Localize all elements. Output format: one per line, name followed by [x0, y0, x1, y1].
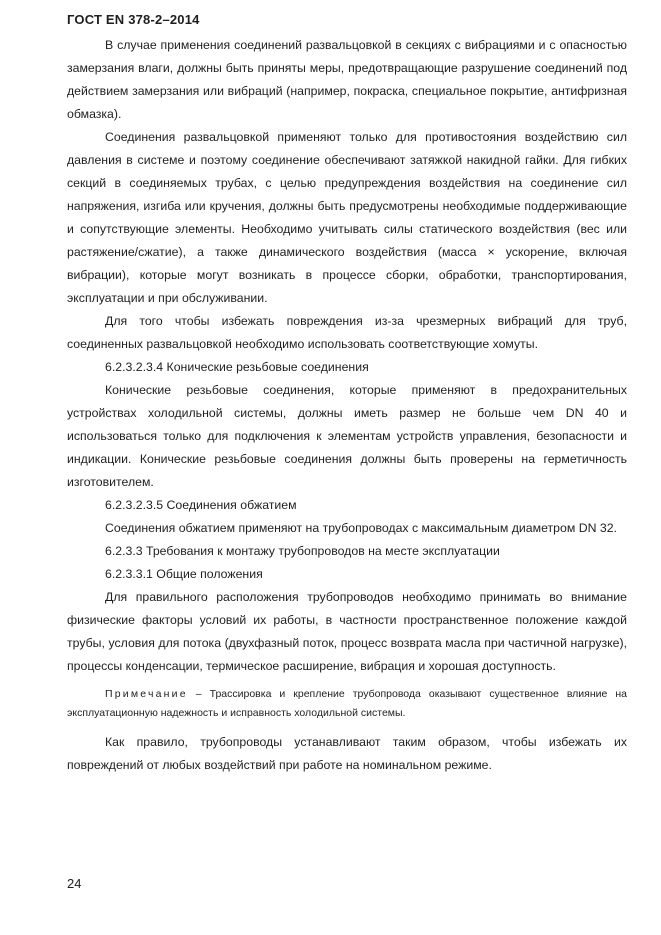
document-body: [67, 34, 627, 777]
note: [67, 685, 627, 723]
note-label: Примечание: [105, 688, 188, 700]
paragraph-flare-clamps: Для того чтобы избежать повреждения из-за чрезмерных вибраций для труб, соединенных развальцовкой необходимо использовать соответствующие хомуты.: [67, 314, 627, 351]
paragraph-pipe-protection: Как правило, трубопроводы устанавливают таким образом, чтобы избежать их повреждений от любых воздействий при работе на номинальном режиме.: [67, 735, 627, 772]
note-text: – Трассировка и крепление трубопровода оказывают существенное влияние на эксплуатационную надежность и исправность холодильной системы.: [67, 688, 627, 719]
paragraph-flare-vibration: В случае применения соединений развальцовкой в секциях с вибрациями и с опасностью замерзания влаги, должны быть приняты меры, предотвращающие разрушение соединений под действием замерзания или вибраций (например, покраска, специальное покрытие, антифризная обмазка).: [67, 38, 627, 121]
section-heading-compression: 6.2.3.2.3.5 Соединения обжатием: [105, 498, 297, 512]
paragraph-pipe-layout: Для правильного расположения трубопроводов необходимо принимать во внимание физические факторы условий их работы, в частности пространственное положение каждой трубы, условия для потока (двухфазный поток, процесс возврата масла при частичной нагрузке), процессы конденсации, термическое расширение, вибрация и хорошая доступность.: [67, 590, 627, 673]
section-heading-tapered-threads: 6.2.3.2.3.4 Конические резьбовые соединения: [105, 360, 369, 374]
page-number: 24: [67, 876, 82, 891]
paragraph-compression: Соединения обжатием применяют на трубопроводах с максимальным диаметром DN 32.: [105, 521, 617, 535]
paragraph-tapered-threads: Конические резьбовые соединения, которые применяют в предохранительных устройствах холодильной системы, должны иметь размер не больше чем DN 40 и использоваться только для подключения к элементам устройств управления, безопасности и индикации. Конические резьбовые соединения должны быть проверены на герметичность изготовителем.: [67, 383, 627, 489]
document-header: ГОСТ EN 378-2–2014: [67, 12, 200, 27]
section-heading-general: 6.2.3.3.1 Общие положения: [105, 567, 263, 581]
paragraph-flare-pressure: Соединения развальцовкой применяют только для противостояния воздействию сил давления в системе и поэтому соединение обеспечивают затяжкой накидной гайки. Для гибких секций в соединяемых трубах, с целью предупреждения воздействия на соединение сил напряжения, изгиба или кручения, должны быть предусмотрены необходимые поддерживающие и сопутствующие элементы. Необходимо учитывать силы статического воздействия (вес или растяжение/сжатие), а также динамического воздействия (масса × ускорение, включая вибрации), которые могут возникать в процессе сборки, обработки, транспортирования, эксплуатации и при обслуживании.: [67, 130, 627, 305]
section-heading-onsite-installation: 6.2.3.3 Требования к монтажу трубопроводов на месте эксплуатации: [105, 544, 500, 558]
